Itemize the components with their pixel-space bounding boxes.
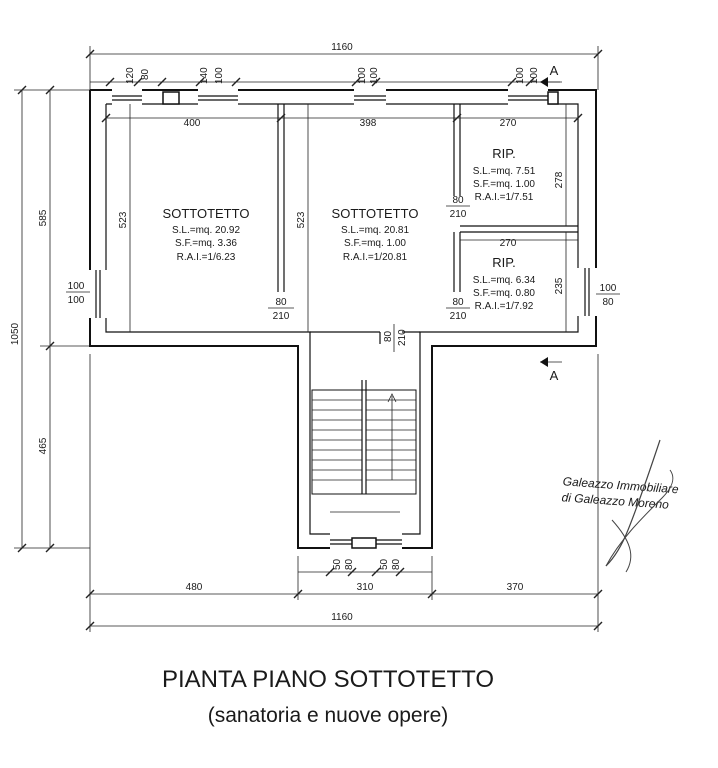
room-rai: R.A.I.=1/7.92 [474,301,534,312]
door-width: 80 [452,297,464,308]
stair-window-dim-1: 80 [344,558,355,570]
right-window-dim-1: 80 [602,297,614,308]
door-stair [383,324,408,352]
room-sl: S.L.=mq. 7.51 [472,166,536,177]
room-name: SOTTOTETTO [331,206,419,221]
room-height-1: 523 [296,211,307,229]
room-name: RIP. [492,255,516,270]
room-name: SOTTOTETTO [162,206,250,221]
left-window-dim-0: 100 [67,281,85,292]
door-height: 210 [397,329,408,346]
room-ripostiglio-2 [473,255,536,312]
door-width: 80 [383,330,394,342]
top-window-dim-4: 100 [357,67,368,84]
room-sl: S.L.=mq. 6.34 [472,275,536,286]
bottom-segment-0: 480 [185,582,203,593]
room-sf: S.F.=mq. 1.00 [344,238,406,249]
door-rip-2 [446,297,470,322]
top-window-dim-7: 100 [529,67,540,84]
top-window-dim-2: 140 [199,67,210,84]
stamp-line-2: di Galeazzo Moreno [561,490,670,512]
side-windows [66,268,620,318]
top-window-dim-3: 100 [214,67,225,84]
room-sf: S.F.=mq. 0.80 [473,288,535,299]
room-rai: R.A.I.=1/20.81 [342,252,408,263]
bottom-segment-dimensions [86,354,602,632]
stamp-line-1: Galeazzo Immobiliare [562,474,680,497]
room-height-3: 235 [554,277,565,295]
room-height-0: 523 [118,211,129,229]
top-window-dimensions [90,67,560,86]
section-mark-bottom [540,357,562,383]
exterior-walls [90,90,596,548]
section-mark-top [540,63,562,87]
room-width-1: 398 [359,118,377,129]
room-height-2: 278 [554,171,565,189]
stair-direction-arrow-icon [388,394,396,480]
chimney-block [163,92,179,104]
door-height: 210 [449,311,467,322]
room-sf: S.F.=mq. 1.00 [473,179,535,190]
drawing-title: PIANTA PIANO SOTTOTETTO [161,666,495,693]
section-mark-top-label: A [549,63,559,78]
top-window-dim-1: 80 [140,68,151,80]
bottom-segment-1: 310 [356,582,374,593]
stair-treads-left [312,400,362,480]
section-mark-bottom-label: A [549,368,559,383]
door-height: 210 [449,209,467,220]
top-window-dim-5: 100 [369,67,380,84]
company-stamp [561,474,679,512]
left-total-dim-label: 1050 [10,322,21,346]
room-sottotetto-2 [332,206,419,263]
top-window-dim-6: 100 [515,67,526,84]
stair-window-dim-2: 50 [379,558,390,570]
room-rai: R.A.I.=1/7.51 [474,192,534,203]
door-width: 80 [275,297,287,308]
room-rai: R.A.I.=1/6.23 [176,252,236,263]
room-sottotetto-1 [163,206,250,263]
room-width-2: 270 [499,118,517,129]
top-overall-dim-label: 1160 [331,42,353,53]
stair-core [310,332,420,550]
door-rip-1 [446,195,470,220]
top-window-dim-0: 120 [125,67,136,84]
room-width-3: 270 [499,238,517,249]
stair-window-dim-3: 80 [391,558,402,570]
right-window-dim-0: 100 [599,283,617,294]
bottom-segment-2: 370 [506,582,524,593]
room-width-0: 400 [183,118,201,129]
stair-window-dim-0: 50 [332,558,343,570]
room-ripostiglio-1 [473,146,536,203]
room-sl: S.L.=mq. 20.92 [171,225,241,236]
stair-treads-right [366,400,416,480]
door-width: 80 [452,195,464,206]
room-sl: S.L.=mq. 20.81 [340,225,410,236]
drawing-subtitle: (sanatoria e nuove opere) [207,704,449,727]
bottom-overall-dimension [86,612,602,630]
stair-window-dimensions [298,558,432,576]
room-sf: S.F.=mq. 3.36 [175,238,237,249]
room-name: RIP. [492,146,516,161]
bottom-overall-dim-label: 1160 [331,612,353,623]
left-upper-dim-label: 585 [38,209,49,227]
door-height: 210 [272,311,290,322]
left-dimensions [10,86,90,552]
door-sottotetto-1 [268,297,294,322]
left-window-dim-1: 100 [67,295,85,306]
left-lower-dim-label: 465 [38,437,49,455]
